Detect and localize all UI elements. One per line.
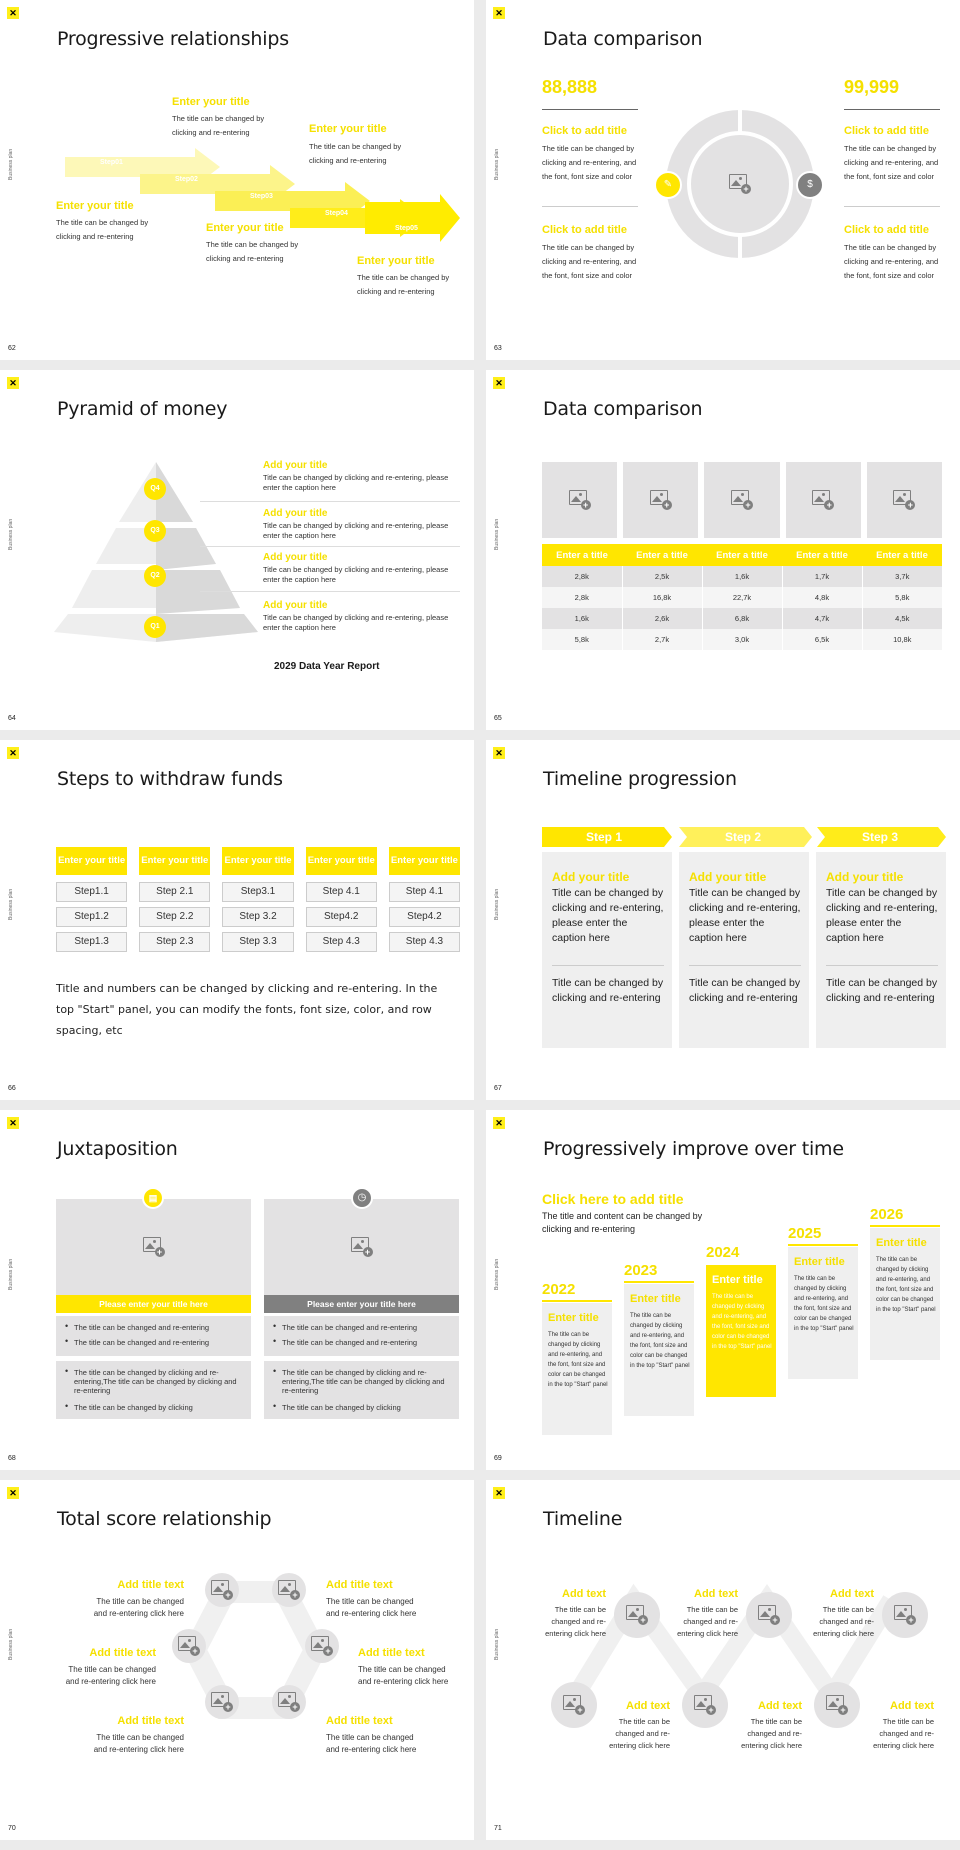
step-label: Step 2 [724, 830, 761, 844]
column-head: Enter your title [389, 847, 460, 875]
card-text: The title can be changed by clicking and re-entering, and the font, font size and color can be changed in the top "Start" panel [794, 1276, 854, 1332]
item-text: The title can be changed and re-entering click here [93, 1733, 184, 1754]
year-label: 2022 [542, 1281, 576, 1298]
table-cell: 4,5k [895, 614, 910, 623]
item-title: Add title text [117, 1579, 184, 1591]
card-title: Add your title [552, 870, 630, 884]
table-cell: 4,8k [782, 587, 862, 608]
node-image[interactable] [551, 1682, 597, 1728]
table-cell: 22,7k [702, 587, 782, 608]
sidebar-label: Business plan [494, 518, 500, 550]
page-number: 70 [8, 1825, 16, 1832]
year-line [624, 1281, 694, 1283]
image-add-icon: + [563, 1695, 585, 1715]
table-header: Enter a title [876, 549, 928, 561]
slide-66 [0, 740, 474, 1100]
arrow-label: Step05 [395, 225, 418, 232]
item-title: Enter your title [357, 255, 435, 267]
divider [200, 546, 460, 547]
item-title: Add text [626, 1700, 670, 1712]
image-add-icon: + [211, 1692, 233, 1712]
table-header: Enter a title [716, 549, 768, 561]
step-cell[interactable]: Step3.1 [222, 882, 293, 902]
node-image[interactable] [272, 1685, 306, 1719]
image-add-icon: + [351, 1237, 373, 1257]
card-text: Title can be changed by clicking and re-entering [689, 977, 801, 1004]
bullet-item: The title can be changed and re-entering [74, 1338, 210, 1347]
sidebar-label: Business plan [8, 518, 14, 550]
image-placeholder[interactable] [687, 131, 793, 237]
image-placeholder[interactable] [867, 462, 942, 538]
image-placeholder[interactable] [704, 462, 779, 538]
column-head: Enter your title [139, 847, 210, 875]
page-number: 71 [494, 1825, 502, 1832]
item-title: Enter your title [172, 96, 250, 108]
table-header: Enter a title [796, 549, 848, 561]
card-title: Enter title [548, 1312, 599, 1324]
item-text: The title can be changed and re-entering click here [326, 1597, 417, 1618]
image-add-icon: + [278, 1692, 300, 1712]
table-cell: 10,8k [893, 635, 912, 644]
year-line [870, 1225, 940, 1227]
column-head: Enter your title [56, 847, 127, 875]
item-text: The title can be changed and re-entering click here [813, 1605, 874, 1638]
divider [844, 109, 940, 110]
gray-badge-icon: $ [796, 171, 824, 199]
year-label: 2025 [788, 1225, 822, 1242]
item-title: Add text [562, 1588, 606, 1600]
bullet-item: The title can be changed by clicking and re-entering,The title can be changed by clicking and re-entering [74, 1368, 237, 1395]
card-title: Enter title [794, 1256, 845, 1268]
item-text: The title can be changed and re-entering click here [358, 1665, 449, 1686]
image-placeholder[interactable] [623, 462, 698, 538]
click-title[interactable]: Click to add title [844, 125, 929, 137]
image-add-icon: + [758, 1605, 780, 1625]
slide-title: Data comparison [543, 28, 703, 50]
divider [200, 501, 460, 502]
table-cell: 5,8k [542, 629, 622, 650]
item-text: Title can be changed by clicking and re-entering, please enter the caption here [263, 613, 449, 632]
slide-title: Pyramid of money [57, 398, 228, 420]
slide-71 [486, 1480, 960, 1840]
arrow-label: Step03 [250, 193, 273, 200]
card-divider [552, 965, 664, 966]
image-add-icon: + [894, 1605, 916, 1625]
card-title: Add your title [826, 870, 904, 884]
image-add-icon: + [731, 490, 753, 510]
brand-logo-icon: ✕ [493, 1117, 505, 1129]
item-text: The title can be changed by clicking and re-entering, and the font, font size and color [542, 243, 637, 280]
image-row [542, 462, 942, 538]
step-label: Step 3 [861, 830, 898, 844]
level-badge: Q1 [144, 616, 166, 638]
image-placeholder[interactable] [786, 462, 861, 538]
card-text: The title can be changed by clicking and re-entering, and the font, font size and color can be changed in the top "Start" panel [548, 1332, 608, 1388]
table-row [542, 566, 942, 587]
arrow-label: Step02 [175, 176, 198, 183]
step-column [389, 847, 460, 952]
column-head: Enter your title [306, 847, 377, 875]
card-text: Title can be changed by clicking and re-entering, please enter the caption here [689, 887, 801, 944]
card-text: Title can be changed by clicking and re-entering, please enter the caption here [552, 887, 664, 944]
panel-bar: Please enter your title here [264, 1295, 459, 1313]
sidebar-label: Business plan [8, 1258, 14, 1290]
node-image[interactable] [814, 1682, 860, 1728]
brand-logo-icon: ✕ [7, 1117, 19, 1129]
card-title: Enter title [630, 1293, 681, 1305]
node-image[interactable] [746, 1592, 792, 1638]
year-line [542, 1300, 612, 1302]
step-cell[interactable]: Step 3.3 [222, 932, 293, 952]
bullet-box [264, 1316, 459, 1356]
bullet-item: The title can be changed by clicking [74, 1403, 193, 1412]
slide-63 [486, 0, 960, 360]
bullet-dot: • [65, 1366, 69, 1376]
right-value: 99,999 [844, 77, 900, 97]
table-cell: 3,7k [895, 572, 910, 581]
bullet-box [56, 1316, 251, 1356]
item-title: Add your title [263, 600, 328, 611]
table-cell: 1,6k [542, 608, 622, 629]
slide-title: Total score relationship [57, 1508, 272, 1530]
report-label: 2029 Data Year Report [274, 661, 380, 672]
page-number: 64 [8, 715, 16, 722]
level-badge: Q2 [144, 565, 166, 587]
brand-logo-icon: ✕ [493, 1487, 505, 1499]
item-title: Add your title [263, 508, 328, 519]
brand-logo-icon: ✕ [7, 747, 19, 759]
card-text: The title can be changed by clicking and re-entering, and the font, font size and color can be changed in the top "Start" panel [876, 1257, 936, 1313]
item-text: The title can be changed by clicking and re-entering [172, 114, 265, 137]
item-title: Add text [758, 1700, 802, 1712]
image-add-icon: + [569, 490, 591, 510]
item-text: The title can be changed and re-entering click here [873, 1717, 934, 1750]
item-title: Add title text [117, 1715, 184, 1727]
arrow-label: Step04 [325, 210, 348, 217]
page-number: 69 [494, 1455, 502, 1462]
item-title: Add title text [326, 1715, 393, 1727]
sidebar-label: Business plan [8, 148, 14, 180]
divider [844, 206, 940, 207]
subtitle: The title and content can be changed by clicking and re-entering [542, 1211, 703, 1234]
level-badge: Q3 [144, 520, 166, 542]
image-add-icon: + [278, 1580, 300, 1600]
step-cell[interactable]: Step 2.1 [139, 882, 210, 902]
step-column [56, 847, 127, 952]
image-add-icon: + [311, 1636, 333, 1656]
bullet-dot: • [65, 1321, 69, 1331]
item-text: The title can be changed and re-entering click here [545, 1605, 606, 1638]
slide-70 [0, 1480, 474, 1840]
step-cell[interactable]: Step 4.3 [306, 932, 377, 952]
step-cell[interactable]: Step1.3 [56, 932, 127, 952]
item-title: Enter your title [206, 222, 284, 234]
item-text: The title can be changed by clicking and re-entering [56, 218, 149, 241]
page-number: 63 [494, 345, 502, 352]
node-image[interactable] [172, 1629, 206, 1663]
click-title[interactable]: Click to add title [542, 125, 627, 137]
image-add-icon: + [626, 1605, 648, 1625]
page-number: 68 [8, 1455, 16, 1462]
slide-68 [0, 1110, 474, 1470]
step-cell[interactable]: Step1.2 [56, 907, 127, 927]
slide-65 [486, 370, 960, 730]
image-add-icon: + [694, 1695, 716, 1715]
brand-logo-icon: ✕ [7, 1487, 19, 1499]
step-cell[interactable]: Step4.2 [306, 907, 377, 927]
item-text: The title can be changed and re-entering click here [65, 1665, 156, 1686]
table-cell: 4,7k [782, 608, 862, 629]
step-column [139, 847, 210, 952]
table-cell: 6,8k [702, 608, 782, 629]
slide-69 [486, 1110, 960, 1470]
bullet-dot: • [65, 1401, 69, 1411]
table-cell: 5,8k [895, 593, 910, 602]
click-title[interactable]: Click here to add title [542, 1191, 684, 1207]
bullet-item: The title can be changed by clicking and re-entering,The title can be changed by clicking and re-entering [282, 1368, 445, 1395]
slide-title: Timeline [543, 1508, 623, 1530]
item-text: The title can be changed and re-entering click here [741, 1717, 802, 1750]
item-text: The title can be changed and re-entering click here [609, 1717, 670, 1750]
item-title: Add title text [89, 1647, 156, 1659]
slide-title: Juxtaposition [57, 1138, 178, 1160]
divider [542, 206, 638, 207]
brand-logo-icon: ✕ [493, 377, 505, 389]
item-text: The title can be changed by clicking and re-entering, and the font, font size and color [542, 144, 637, 181]
image-add-icon: + [812, 490, 834, 510]
table-cell: 1,7k [782, 566, 862, 587]
card-title: Enter title [712, 1274, 763, 1286]
brand-logo-icon: ✕ [7, 377, 19, 389]
image-add-icon: + [826, 1695, 848, 1715]
arrow-label: Step01 [100, 159, 123, 166]
item-title: Enter your title [56, 200, 134, 212]
card-title: Enter title [876, 1237, 927, 1249]
bullet-dot: • [273, 1401, 277, 1411]
panel-bar: Please enter your title here [56, 1295, 251, 1313]
bullet-dot: • [65, 1336, 69, 1346]
card-text: Title can be changed by clicking and re-entering [826, 977, 938, 1004]
card-text: Title can be changed by clicking and re-entering [552, 977, 664, 1004]
click-title[interactable]: Click to add title [844, 224, 929, 236]
bullet-item: The title can be changed and re-entering [282, 1338, 418, 1347]
card-text: The title can be changed by clicking and re-entering, and the font, font size and color can be changed in the top "Start" panel [712, 1294, 772, 1350]
item-title: Add title text [326, 1579, 393, 1591]
card-text: Title can be changed by clicking and re-entering, please enter the caption here [826, 887, 938, 944]
card-text: The title can be changed by clicking and re-entering, and the font, font size and color can be changed in the top "Start" panel [630, 1313, 690, 1369]
step-cell[interactable]: Step 2.3 [139, 932, 210, 952]
image-add-icon: + [729, 174, 751, 194]
item-title: Add text [694, 1588, 738, 1600]
node-image[interactable] [614, 1592, 660, 1638]
item-title: Add text [890, 1700, 934, 1712]
column-head: Enter your title [222, 847, 293, 875]
divider [542, 109, 638, 110]
item-text: The title can be changed by clicking and re-entering [357, 273, 450, 296]
image-add-icon: + [143, 1237, 165, 1257]
slide-title: Timeline progression [543, 768, 737, 790]
page-number: 65 [494, 715, 502, 722]
item-text: The title can be changed and re-entering click here [93, 1597, 184, 1618]
step-cell[interactable]: Step1.1 [56, 882, 127, 902]
click-title[interactable]: Click to add title [542, 224, 627, 236]
clock-icon: ◷ [351, 1187, 373, 1209]
step-label: Step 1 [585, 830, 622, 844]
sidebar-label: Business plan [494, 1258, 500, 1290]
step-cell[interactable]: Step4.2 [389, 907, 460, 927]
slide-title: Progressively improve over time [543, 1138, 844, 1160]
item-title: Add your title [263, 460, 328, 471]
note-text: Title and numbers can be changed by clicking and re-entering. In the top "Start" panel, you can modify the fonts, font size, color, and row spacing, etc [56, 982, 438, 1037]
panel-image[interactable] [56, 1199, 251, 1295]
chart-icon: ▤ [142, 1187, 164, 1209]
table-cell: 6,5k [782, 629, 862, 650]
table-cell: 2,7k [622, 629, 702, 650]
item-text: The title can be changed and re-entering click here [677, 1605, 738, 1638]
node-image[interactable] [272, 1573, 306, 1607]
item-text: The title can be changed by clicking and re-entering [309, 142, 402, 165]
image-add-icon: + [893, 490, 915, 510]
slide-67 [486, 740, 960, 1100]
node-image[interactable] [205, 1685, 239, 1719]
item-title: Enter your title [309, 123, 387, 135]
yellow-badge-icon: ✎ [654, 171, 682, 199]
table-header: Enter a title [556, 549, 608, 561]
left-value: 88,888 [542, 77, 598, 97]
node-image[interactable] [882, 1592, 928, 1638]
node-image[interactable] [682, 1682, 728, 1728]
table-row [542, 608, 942, 629]
sidebar-label: Business plan [8, 888, 14, 920]
page-number: 66 [8, 1085, 16, 1092]
bullet-dot: • [273, 1366, 277, 1376]
step-cell[interactable]: Step 4.3 [389, 932, 460, 952]
table-cell: 2,5k [622, 566, 702, 587]
year-line [788, 1244, 858, 1246]
step-cell[interactable]: Step 2.2 [139, 907, 210, 927]
brand-logo-icon: ✕ [493, 747, 505, 759]
table-cell: 1,6k [702, 566, 782, 587]
node-image[interactable] [305, 1629, 339, 1663]
item-title: Add text [830, 1588, 874, 1600]
step-cell[interactable]: Step 4.1 [306, 882, 377, 902]
level-badge: Q4 [144, 478, 166, 500]
bullet-item: The title can be changed and re-entering [282, 1323, 418, 1332]
table-header: Enter a title [636, 549, 688, 561]
year-label: 2024 [706, 1244, 740, 1261]
slide-title: Steps to withdraw funds [57, 768, 283, 790]
item-title: Add title text [358, 1647, 425, 1659]
sidebar-label: Business plan [494, 888, 500, 920]
year-label: 2023 [624, 1262, 658, 1279]
slide-title: Data comparison [543, 398, 703, 420]
steps-grid [56, 847, 460, 952]
panel-image[interactable] [264, 1199, 459, 1295]
item-text: Title can be changed by clicking and re-entering, please enter the caption here [263, 473, 449, 492]
sidebar-label: Business plan [494, 1628, 500, 1660]
item-text: Title can be changed by clicking and re-entering, please enter the caption here [263, 565, 449, 584]
page-number: 67 [494, 1085, 502, 1092]
item-text: Title can be changed by clicking and re-entering, please enter the caption here [263, 521, 449, 540]
table-row [542, 587, 942, 608]
item-text: The title can be changed by clicking and re-entering, and the font, font size and color [844, 243, 939, 280]
slide-title: Progressive relationships [57, 28, 289, 50]
step-column [306, 847, 377, 952]
step-column [222, 847, 293, 952]
item-text: The title can be changed by clicking and re-entering [206, 240, 299, 263]
table-cell: 2,8k [542, 587, 622, 608]
card-title: Add your title [689, 870, 767, 884]
year-label: 2026 [870, 1206, 904, 1223]
slide-62 [0, 0, 474, 360]
image-placeholder[interactable] [542, 462, 617, 538]
image-add-icon: + [178, 1636, 200, 1656]
slide-64 [0, 370, 474, 730]
sidebar-label: Business plan [494, 148, 500, 180]
table-cell: 2,8k [542, 566, 622, 587]
image-add-icon: + [211, 1580, 233, 1600]
bullet-dot: • [273, 1336, 277, 1346]
card-divider [689, 965, 801, 966]
item-title: Add your title [263, 552, 328, 563]
node-image[interactable] [205, 1573, 239, 1607]
step-cell[interactable]: Step 4.1 [389, 882, 460, 902]
brand-logo-icon: ✕ [7, 7, 19, 19]
divider [200, 591, 460, 592]
item-text: The title can be changed and re-entering click here [326, 1733, 417, 1754]
bullet-item: The title can be changed and re-entering [74, 1323, 210, 1332]
page-number: 62 [8, 345, 16, 352]
table-cell: 16,8k [622, 587, 702, 608]
data-table [542, 544, 942, 650]
bullet-dot: • [273, 1321, 277, 1331]
card-divider [826, 965, 938, 966]
sidebar-label: Business plan [8, 1628, 14, 1660]
bullet-item: The title can be changed by clicking [282, 1403, 401, 1412]
item-text: The title can be changed by clicking and re-entering, and the font, font size and color [844, 144, 939, 181]
table-cell: 3,0k [702, 629, 782, 650]
table-row [542, 629, 942, 650]
table-cell: 2,6k [622, 608, 702, 629]
brand-logo-icon: ✕ [493, 7, 505, 19]
arrow-step05 [365, 194, 460, 242]
step-cell[interactable]: Step 3.2 [222, 907, 293, 927]
image-add-icon: + [650, 490, 672, 510]
